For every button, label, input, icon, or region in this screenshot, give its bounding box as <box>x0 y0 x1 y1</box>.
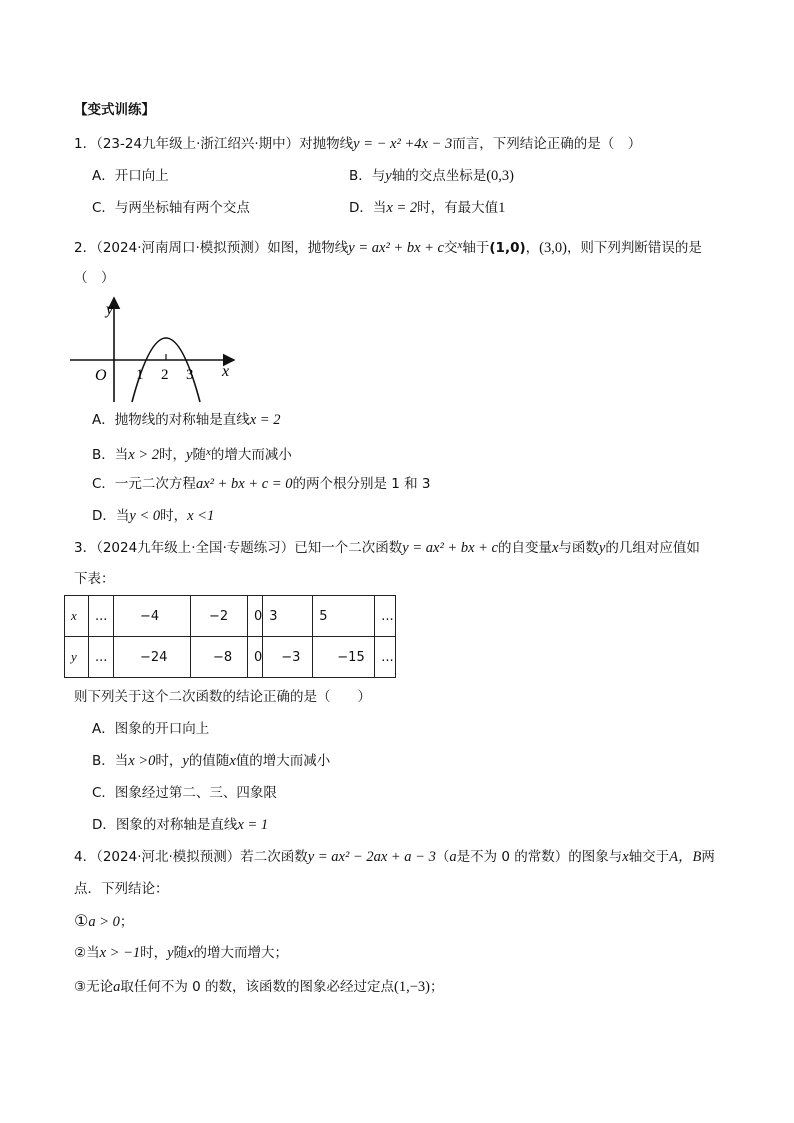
q2-option-a[interactable] <box>92 410 280 430</box>
table-cell: 0 <box>248 596 263 637</box>
q3-option-a[interactable]: A．图象的开口向上 <box>92 721 210 737</box>
q3-option-b[interactable] <box>92 751 330 771</box>
q3-stem-x: x <box>551 540 559 556</box>
q4-stem-text: 4．（2024·河北·模拟预测）若二次函数 <box>74 849 308 865</box>
q4-conclusion-3 <box>74 977 444 997</box>
q2-point-2: (3,0) <box>539 240 567 256</box>
q1-stem-tail: 而言，下列结论正确的是（ ） <box>452 136 642 152</box>
q4-stem-text2: （ <box>435 849 450 865</box>
q2-point-1: (1,0) <box>489 240 526 256</box>
table-cell: ... <box>375 596 396 637</box>
value-table <box>64 595 396 678</box>
q4-c2-x: x <box>187 945 194 961</box>
q4-c2-y: y <box>167 945 174 961</box>
table-cell: −15 <box>313 637 375 678</box>
q3-b-x: x <box>229 753 236 769</box>
q3-b-text2: 时， <box>155 753 183 769</box>
x-axis-label: x <box>222 363 230 380</box>
q2-answer-paren: （ ） <box>74 270 115 286</box>
q2-d-text2: 时， <box>160 508 188 524</box>
q3-b-text4: 值的增大而减小 <box>235 753 331 769</box>
q2-formula: y = ax² + bx + c <box>348 240 444 256</box>
q4-c3-a: a <box>113 979 121 995</box>
q3-stem-y: y <box>598 540 606 556</box>
q4-c3-point: (1,−3) <box>394 979 430 995</box>
q3-d-text: D．图象的对称轴是直线 <box>92 817 238 833</box>
q4-c2-text4: 的增大而增大； <box>193 945 288 961</box>
question-1-stem <box>74 134 641 154</box>
q1-option-a[interactable]: A．开口向上 <box>92 168 169 184</box>
q4-stem-text3: 是不为 0 的常数）的图象与 <box>456 849 623 865</box>
q2-d-formula2: x <1 <box>187 508 215 524</box>
q2-a-text: A．抛物线的对称轴是直线 <box>92 412 250 428</box>
q2-c-text2: 的两个根分别是 1 和 3 <box>292 476 431 492</box>
question-4-stem <box>74 847 715 867</box>
q3-b-text: B．当 <box>92 753 129 769</box>
q4-conclusion-2 <box>74 943 288 963</box>
q1-d-text2: 时，有最大值 <box>417 200 499 216</box>
q3-stem-line2: 下表： <box>74 571 115 587</box>
q3-b-text3: 的值随 <box>188 753 230 769</box>
origin-label: O <box>95 367 107 384</box>
q2-b-formula: x > 2 <box>128 447 159 463</box>
table-cell: ... <box>89 596 114 637</box>
q2-c-text: C．一元二次方程 <box>92 476 196 492</box>
q1-option-c[interactable]: C．与两坐标轴有两个交点 <box>92 200 250 216</box>
q3-d-formula: x = 1 <box>237 817 269 833</box>
q2-b-y: y <box>186 447 193 463</box>
q1-stem-text: 1．（23-24九年级上·浙江绍兴·期中）对抛物线 <box>74 136 354 152</box>
q2-c-formula: ax² + bx + c = 0 <box>195 476 293 492</box>
q2-b-text: B．当 <box>92 447 129 463</box>
table-cell: ... <box>375 637 396 678</box>
q4-stem-text4: 轴交于 <box>628 849 670 865</box>
table-row <box>65 637 396 678</box>
q1-d-text: D．当 <box>349 200 387 216</box>
q4-c3-text3: ； <box>430 979 444 995</box>
q2-stem-text4: ，则下列判断错误的是 <box>566 240 702 256</box>
table-cell: y <box>65 637 89 678</box>
q2-stem-text2: 交 <box>443 240 458 256</box>
q4-c2-text: ②当 <box>74 945 100 961</box>
q2-stem-text: 2．（2024·河南周口·模拟预测）如图，抛物线 <box>74 240 349 256</box>
q2-option-d[interactable] <box>92 506 214 526</box>
q3-b-y: y <box>182 753 189 769</box>
table-cell: −24 <box>114 637 191 678</box>
q3-b-formula: x >0 <box>128 753 156 769</box>
q2-option-c[interactable] <box>92 474 431 494</box>
q3-stem-text2: 的自变量 <box>497 540 552 556</box>
q4-c1-text: ； <box>119 914 134 930</box>
table-cell: 3 <box>263 596 313 637</box>
q2-b-x: x <box>205 446 211 458</box>
q2-d-formula: y < 0 <box>129 508 161 524</box>
tick-label-3: 3 <box>186 367 194 383</box>
section-title: 【变式训练】 <box>74 102 155 118</box>
q4-c2-formula: x > −1 <box>99 945 141 961</box>
q4-c3-text2: 取任何不为 0 的数，该函数的图象必经过定点 <box>120 979 395 995</box>
table-cell: −8 <box>191 637 248 678</box>
q4-stem-line2: 点．下列结论： <box>74 881 169 897</box>
q1-d-formula: x = 2 <box>386 200 418 216</box>
q4-c2-text2: 时， <box>140 945 168 961</box>
q3-ask: 则下列关于这个二次函数的结论正确的是（ ） <box>74 689 371 705</box>
table-cell: x <box>65 596 89 637</box>
q1-option-b[interactable] <box>349 166 514 186</box>
q1-b-text: B．与 <box>349 168 386 184</box>
table-cell: 0 <box>248 637 263 678</box>
q3-formula: y = ax² + bx + c <box>402 540 498 556</box>
q4-stem-x: x <box>622 849 629 865</box>
q4-formula: y = ax² − 2ax + a − 3 <box>307 849 436 865</box>
q4-c2-text3: 随 <box>173 945 188 961</box>
question-3-stem <box>74 538 700 558</box>
table-cell: −3 <box>263 637 313 678</box>
table-cell: −4 <box>114 596 191 637</box>
q2-b-text3: 随 <box>192 447 206 463</box>
q3-stem-text3: 与函数 <box>558 540 599 556</box>
question-2-stem <box>74 235 702 258</box>
q2-b-text4: 的增大而减小 <box>210 447 292 463</box>
q3-stem-text4: 的几组对应值如 <box>605 540 700 556</box>
q2-d-text: D．当 <box>92 508 130 524</box>
q4-conclusion-1 <box>74 911 133 932</box>
q4-stem-a: a <box>449 849 457 865</box>
tick-label-2: 2 <box>161 367 169 383</box>
q2-b-text2: 时， <box>159 447 186 463</box>
parabola-graph <box>66 292 246 407</box>
q3-option-c[interactable]: C．图象经过第二、三、四象限 <box>92 785 277 801</box>
q2-option-b[interactable] <box>92 442 292 465</box>
q1-option-d[interactable] <box>349 198 505 218</box>
q4-c1-marker: ① <box>74 911 89 930</box>
q1-b-text2: 轴的交点坐标是 <box>391 168 487 184</box>
q3-stem-text: 3．（2024九年级上·全国·专题练习）已知一个二次函数 <box>74 540 403 556</box>
q4-stem-ab: A，B <box>669 849 702 865</box>
q1-d-value: 1 <box>498 200 506 216</box>
tick-label-1: 1 <box>136 367 144 383</box>
q2-a-formula: x = 2 <box>249 412 281 428</box>
table-cell: 5 <box>313 596 375 637</box>
q1-b-point: (0,3) <box>486 168 514 184</box>
q4-stem-text5: 两 <box>701 849 715 865</box>
table-row <box>65 596 396 637</box>
q1-b-var: y <box>385 168 392 184</box>
y-axis-label: y <box>106 301 114 318</box>
table-cell: ... <box>89 637 114 678</box>
q2-stem-x: x <box>457 239 463 251</box>
q3-option-d[interactable] <box>92 815 268 835</box>
q4-c3-text: ③无论 <box>74 979 114 995</box>
table-cell: −2 <box>191 596 248 637</box>
q1-formula: y = − x² +4x − 3 <box>353 136 453 152</box>
q2-stem-text3: 轴于 <box>462 240 490 256</box>
q4-c1-formula: a > 0 <box>88 914 120 930</box>
q2-sep: ， <box>525 240 540 256</box>
